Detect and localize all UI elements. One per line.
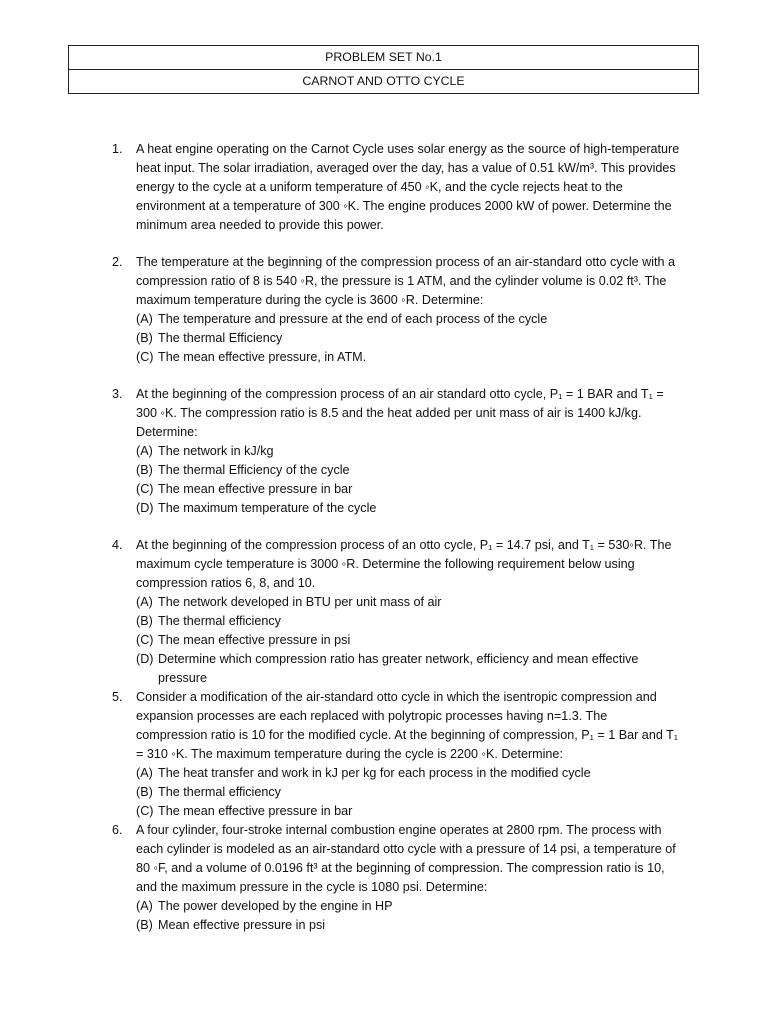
- problem-item: [0, 821, 768, 935]
- problem-subpart: [136, 897, 681, 916]
- spacer: [0, 367, 768, 385]
- subpart-text: The temperature and pressure at the end of each process of the cycle: [158, 312, 548, 326]
- problem-number: 4.: [112, 538, 123, 552]
- subpart-label: (C): [136, 482, 154, 496]
- problem-statement: A four cylinder, four-stroke internal combustion engine operates at 2800 rpm. The process with each cylinder is modeled as an air-standard otto cycle with a pressure of 14 psi, a temperature of 80 ◦F, and a volume of 0.0196 ft³ at the beginning of compression. The compression ratio is 10, and the maximum pressure in the cycle is 1080 psi. Determine:: [136, 823, 676, 894]
- problem-subpart: [136, 348, 681, 367]
- problem-subpart: [136, 442, 681, 461]
- subpart-text: The thermal efficiency: [158, 785, 281, 799]
- problem-item: [0, 253, 768, 367]
- subpart-text: The thermal Efficiency of the cycle: [158, 463, 350, 477]
- problem-statement: At the beginning of the compression process of an air standard otto cycle, P₁ = 1 BAR and T₁ = 300 ◦K. The compression ratio is 8.5 and the heat added per unit mass of air is 1400 kJ/kg. Determine:: [136, 387, 664, 439]
- subpart-text: The mean effective pressure, in ATM.: [158, 350, 367, 364]
- subpart-text: The thermal Efficiency: [158, 331, 283, 345]
- problem-number: 2.: [112, 255, 123, 269]
- subpart-label: (B): [136, 614, 153, 628]
- subpart-label: (B): [136, 918, 153, 932]
- spacer: [0, 518, 768, 536]
- subpart-text: The thermal efficiency: [158, 614, 281, 628]
- problem-subpart: [136, 612, 681, 631]
- problem-subpart: [136, 499, 681, 518]
- problem-item: [0, 536, 768, 688]
- subpart-text: Mean effective pressure in psi: [158, 918, 326, 932]
- subpart-text: The network in kJ/kg: [158, 444, 274, 458]
- title-table: [68, 45, 699, 94]
- problem-body: [136, 385, 681, 518]
- problem-subpart: [136, 461, 681, 480]
- problem-number: 6.: [112, 823, 123, 837]
- problem-subpart: [136, 631, 681, 650]
- problem-number: 5.: [112, 690, 123, 704]
- subpart-label: (A): [136, 444, 153, 458]
- subpart-label: (B): [136, 331, 153, 345]
- subpart-text: The mean effective pressure in bar: [158, 804, 353, 818]
- problem-statement: Consider a modification of the air-standard otto cycle in which the isentropic compression and expansion processes are each replaced with polytropic processes having n=1.3. The compression ratio is 10 for the modified cycle. At the beginning of compression, P₁ = 1 Bar and T₁ = 310 ◦K. The maximum temperature during the cycle is 2200 ◦K. Determine:: [136, 690, 679, 761]
- subpart-text: The heat transfer and work in kJ per kg for each process in the modified cycle: [158, 766, 591, 780]
- problem-item: [0, 140, 768, 235]
- spacer: [0, 235, 768, 253]
- problem-body: [136, 536, 681, 688]
- problem-subpart: [136, 650, 681, 688]
- problem-item: [0, 688, 768, 821]
- subpart-label: (C): [136, 350, 154, 364]
- subpart-text: The mean effective pressure in psi: [158, 633, 351, 647]
- subpart-label: (B): [136, 785, 153, 799]
- subpart-text: The mean effective pressure in bar: [158, 482, 353, 496]
- problem-subpart: [136, 310, 681, 329]
- problem-subpart: [136, 783, 681, 802]
- problem-item: [0, 385, 768, 518]
- subpart-label: (D): [136, 501, 154, 515]
- problem-subpart: [136, 329, 681, 348]
- problem-subpart: [136, 802, 681, 821]
- problem-number: 3.: [112, 387, 123, 401]
- problem-subpart: [136, 916, 681, 935]
- subpart-label: (C): [136, 633, 154, 647]
- subpart-label: (A): [136, 312, 153, 326]
- problem-subpart: [136, 764, 681, 783]
- subpart-text: The power developed by the engine in HP: [158, 899, 393, 913]
- problem-subpart: [136, 480, 681, 499]
- problem-body: [136, 140, 681, 235]
- subpart-label: (A): [136, 595, 153, 609]
- problem-body: [136, 688, 681, 821]
- subpart-label: (B): [136, 463, 153, 477]
- subpart-label: (C): [136, 804, 154, 818]
- problem-set-title: PROBLEM SET No.1: [325, 50, 442, 64]
- subpart-label: (A): [136, 899, 153, 913]
- problem-body: [136, 253, 681, 367]
- problem-statement: At the beginning of the compression process of an otto cycle, P₁ = 14.7 psi, and T₁ = 530◦R. The maximum cycle temperature is 3000 ◦R. Determine the following requirement below using compression ratios 6, 8, and 10.: [136, 538, 672, 590]
- problem-set-subtitle: CARNOT AND OTTO CYCLE: [69, 69, 698, 93]
- problem-list: [0, 140, 768, 935]
- problem-subpart: [136, 593, 681, 612]
- problem-number: 1.: [112, 142, 123, 156]
- subpart-text: The network developed in BTU per unit mass of air: [158, 595, 442, 609]
- problem-statement: A heat engine operating on the Carnot Cycle uses solar energy as the source of high-temperature heat input. The solar irradiation, averaged over the day, has a value of 0.51 kW/m³. This provides energy to the cycle at a uniform temperature of 450 ◦K, and the cycle rejects heat to the environment at a temperature of 300 ◦K. The engine produces 2000 kW of power. Determine the minimum area needed to provide this power.: [136, 142, 680, 232]
- subpart-label: (D): [136, 652, 154, 666]
- subpart-text: The maximum temperature of the cycle: [158, 501, 377, 515]
- problem-body: [136, 821, 681, 935]
- problem-statement: The temperature at the beginning of the compression process of an air-standard otto cycle with a compression ratio of 8 is 540 ◦R, the pressure is 1 ATM, and the cylinder volume is 0.02 ft³. The maximum temperature during the cycle is 3600 ◦R. Determine:: [136, 255, 676, 307]
- subpart-label: (A): [136, 766, 153, 780]
- subpart-text: Determine which compression ratio has greater network, efficiency and mean effective pressure: [158, 652, 639, 685]
